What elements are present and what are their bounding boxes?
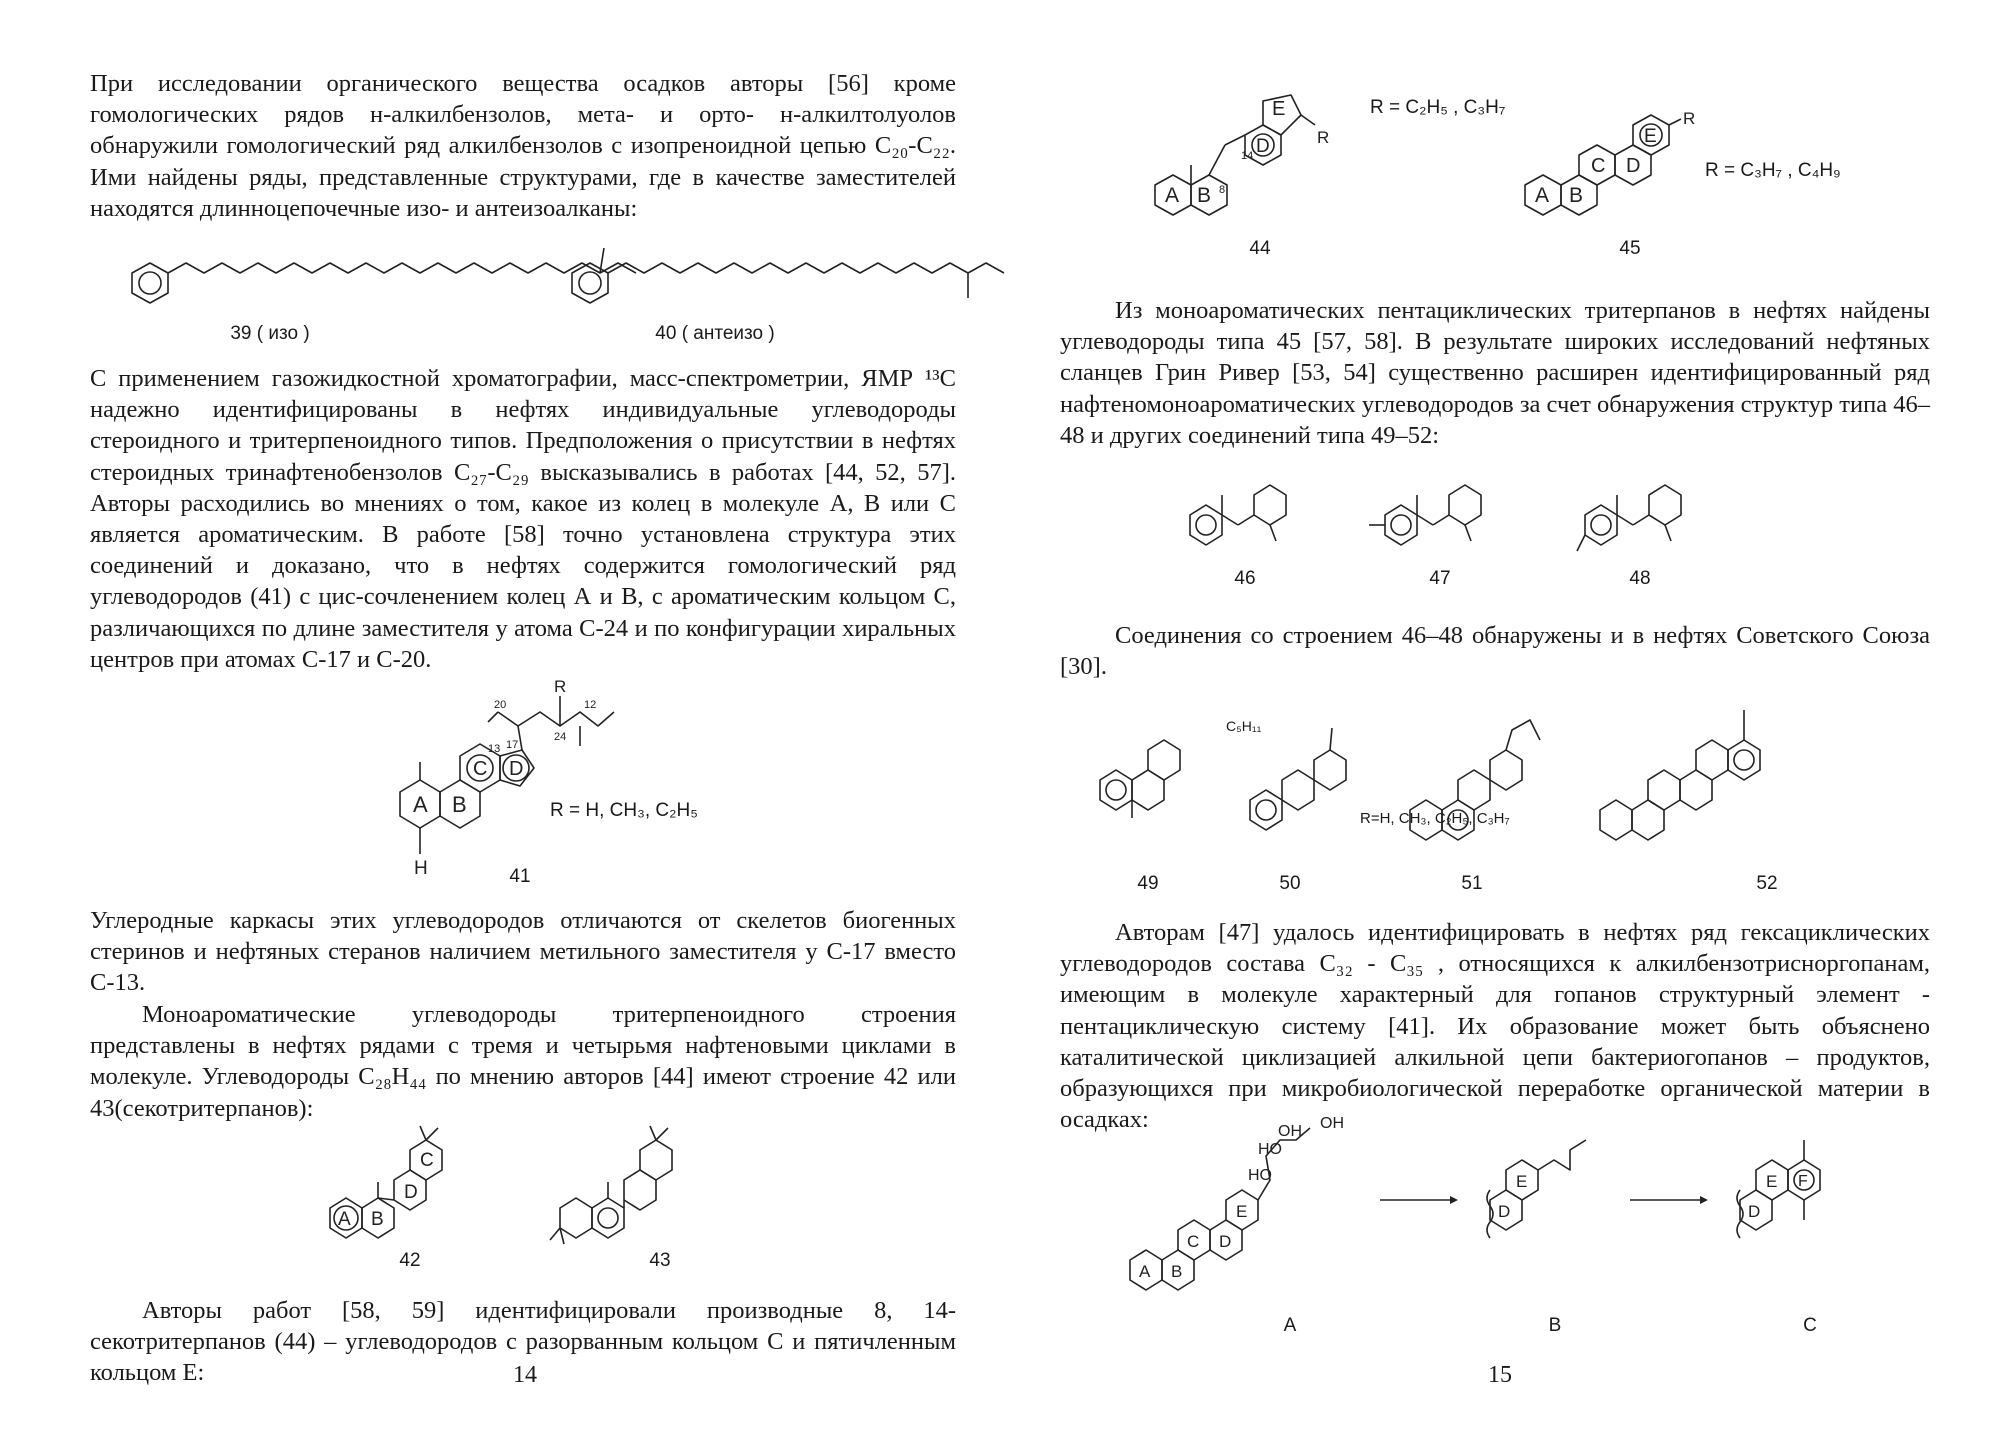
page-number-14: 14: [513, 1362, 537, 1388]
label-40: 40 ( антеизо ): [655, 323, 775, 344]
svg-text:12: 12: [584, 699, 597, 711]
svg-text:C: C: [473, 758, 488, 780]
structure-49-52: [1090, 700, 1990, 870]
svg-text:E: E: [1516, 1172, 1528, 1191]
right-paragraph-3: Авторам [47] удалось идентифицировать в нефтях ряд гексациклических углеводородов состава C₃₂ - C₃₅ , относящихся к алкилбензотрисноргопанам, имеющим в молекуле характерный для гопанов структурный элемент - пентациклическую систему [41]. Их образование может быть объяснено каталитической циклизацией алкильной цепи бактериогопанов – продуктов, образующихся при микробиологической переработке органической материи в осадках:: [1060, 919, 1930, 1134]
svg-text:C: C: [420, 1150, 434, 1171]
svg-text:A: A: [413, 792, 428, 817]
label-46: 46: [1234, 568, 1256, 589]
structure-42-43: [320, 1110, 740, 1250]
label-C: C: [1803, 1315, 1817, 1336]
svg-text:C: C: [1591, 155, 1606, 177]
label-43: 43: [649, 1250, 671, 1271]
c5h11-label: C₅H₁₁: [1226, 718, 1262, 734]
svg-text:E: E: [1236, 1202, 1248, 1221]
svg-text:B: B: [371, 1209, 384, 1230]
svg-text:D: D: [1498, 1202, 1511, 1221]
r-substituent-44: R = C₂H₅ , C₃H₇: [1370, 97, 1506, 118]
right-page: [1000, 0, 2000, 1451]
r-substituent-45: R = C₃H₇ , C₄H₉: [1705, 160, 1841, 181]
svg-text:A: A: [1535, 184, 1550, 207]
structure-41: [370, 677, 690, 882]
r-substituent-52: R=H, CH₃, C₂H₅, C₃H₇: [1360, 810, 1510, 827]
left-paragraph-2: С применением газожидкостной хроматографии, масс-спектрометрии, ЯМР ¹³С надежно идентифицированы в нефтях индивидуальные углеводороды стероидного и тритерпеноидного типов. Предположения о присутствии в нефтях стероидных тринафтенобензолов C₂₇-C₂₉ высказывались в работах [44, 52, 57]. Авторы расходились во мнениях о том, какое из колец в молекуле А, В или С является ароматическим. В работе [58] точно установлена структура этих соединений и доказано, что в нефтях содержится гомологический ряд углеводородов (41) с цис-сочленением колец А и В, с ароматическим кольцом С, различающихся по длине заместителя у атома С-24 и по конфигурации хиральных центров при атомах С-17 и С-20.: [90, 365, 956, 673]
svg-text:B: B: [1171, 1262, 1183, 1281]
svg-text:D: D: [1748, 1202, 1761, 1221]
svg-text:HO: HO: [1258, 1141, 1282, 1158]
label-52: 52: [1756, 873, 1778, 894]
r-substituent-41: R = H, CH₃, C₂H₅: [550, 800, 698, 821]
svg-text:E: E: [1272, 98, 1286, 120]
svg-text:D: D: [1626, 155, 1641, 177]
svg-text:E: E: [1644, 126, 1657, 147]
label-47: 47: [1429, 568, 1451, 589]
structure-46-48: [1180, 455, 1800, 565]
svg-text:E: E: [1766, 1172, 1778, 1191]
svg-text:D: D: [404, 1182, 418, 1203]
reaction-scheme: [1120, 1110, 1940, 1310]
page-number-15: 15: [1488, 1362, 1512, 1388]
label-50: 50: [1279, 873, 1301, 894]
right-paragraph-1: Из моноароматических пентациклических тритерпанов в нефтях найдены углеводороды типа 45 [57, 58]. В результате широких исследований нефтяных сланцев Грин Ривер [53, 54] существенно расширен идентифицированный ряд нафтеномоноароматических углеводородов за счет обнаружения структур типа 46–48 и других соединений типа 49–52:: [1060, 297, 1930, 449]
svg-text:17: 17: [506, 739, 519, 751]
right-paragraph-2: Соединения со строением 46–48 обнаружены и в нефтях Советского Союза [30].: [1060, 622, 1930, 681]
svg-text:HO: HO: [1248, 1167, 1272, 1184]
svg-text:D: D: [1219, 1232, 1232, 1251]
left-paragraph-1: При исследовании органического вещества осадков авторы [56] кроме гомологических рядов н-алкилбензолов, мета- и орто- н-алкилтолуолов обнаружили гомологический ряд алкилбензолов с изопреноидной цепью C₂₀-C₂₂. Ими найдены ряды, представленные структурами, где в качестве заместителей находятся длинноцепочечные изо- и антеизоалканы:: [90, 70, 956, 222]
structure-44: [1145, 85, 1385, 245]
label-48: 48: [1629, 568, 1651, 589]
structure-39-40: [120, 240, 940, 320]
svg-text:R: R: [554, 677, 567, 696]
svg-text:B: B: [452, 792, 467, 817]
svg-text:OH: OH: [1278, 1123, 1302, 1140]
label-A: A: [1283, 1315, 1297, 1336]
svg-text:A: A: [1165, 184, 1180, 207]
left-paragraph-3: Углеродные каркасы этих углеводородов отличаются от скелетов биогенных стеринов и нефтяных стеранов наличием метильного заместителя у С-17 вместо С-13.: [90, 907, 956, 997]
svg-text:R: R: [1683, 109, 1696, 128]
label-45: 45: [1619, 238, 1641, 259]
svg-text:H: H: [414, 858, 428, 879]
svg-text:D: D: [509, 758, 524, 780]
label-42: 42: [399, 1250, 421, 1271]
svg-text:13: 13: [488, 743, 501, 755]
svg-text:B: B: [1569, 184, 1584, 207]
label-41: 41: [509, 866, 531, 887]
svg-text:R: R: [1317, 128, 1330, 147]
label-B: B: [1548, 1315, 1562, 1336]
svg-text:20: 20: [494, 699, 507, 711]
svg-text:A: A: [1139, 1262, 1151, 1281]
label-51: 51: [1461, 873, 1483, 894]
svg-text:B: B: [1197, 184, 1212, 207]
svg-text:14: 14: [1241, 150, 1254, 162]
label-39: 39 ( изо ): [230, 323, 310, 344]
left-paragraph-4: Моноароматические углеводороды тритерпеноидного строения представлены в нефтях рядами с тремя и четырьмя нафтеновыми циклами в молекуле. Углеводороды C₂₈H₄₄ по мнению авторов [44] имеют строение 42 или 43(секотритерпанов):: [90, 1001, 956, 1122]
svg-text:F: F: [1798, 1173, 1808, 1190]
left-paragraph-5: Авторы работ [58, 59] идентифицировали производные 8, 14-секотритерпанов (44) – углеводородов с разорванным кольцом С и пятичленным кольцом Е:: [90, 1297, 956, 1387]
svg-text:C: C: [1187, 1232, 1200, 1251]
label-49: 49: [1137, 873, 1159, 894]
svg-text:8: 8: [1219, 184, 1226, 196]
svg-text:D: D: [1256, 136, 1270, 157]
svg-text:24: 24: [554, 731, 567, 743]
label-44: 44: [1249, 238, 1271, 259]
svg-text:OH: OH: [1320, 1115, 1344, 1132]
svg-text:A: A: [338, 1209, 351, 1230]
structure-45: [1515, 85, 1735, 245]
